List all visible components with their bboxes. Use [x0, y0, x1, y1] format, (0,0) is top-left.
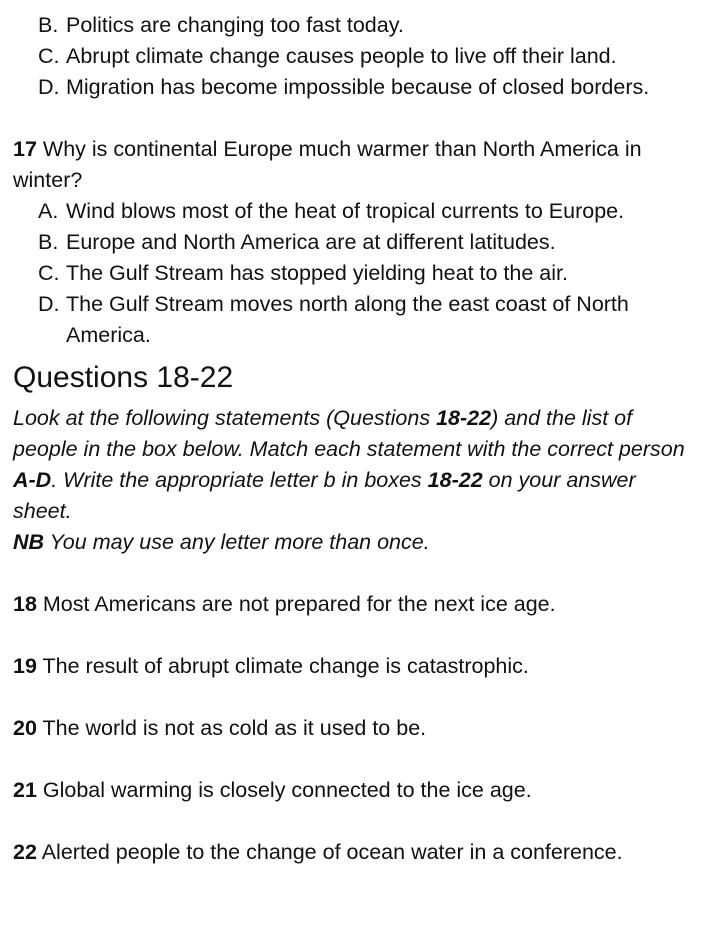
instr-text: ) and the list of people in the box below. Match each statement with the correct person — [13, 406, 685, 461]
statement-19 — [13, 651, 693, 682]
question-17 — [13, 134, 693, 196]
nb-label: NB — [13, 530, 45, 554]
nb-text: You may use any letter more than once. — [44, 530, 430, 554]
q16-option-b — [13, 10, 693, 41]
q17-option-b — [13, 227, 693, 258]
option-letter: D. — [38, 292, 60, 316]
option-letter: D. — [38, 75, 60, 99]
statement-18 — [13, 589, 693, 620]
instr-bold: 18-22 — [427, 468, 483, 492]
option-letter: A. — [38, 199, 59, 223]
q17-option-d — [13, 289, 693, 351]
statement-22 — [13, 837, 693, 868]
option-text: Politics are changing too fast today. — [66, 13, 404, 37]
instr-text: Look at the following statements (Questions — [13, 406, 437, 430]
question-text: Why is continental Europe much warmer than North America in winter? — [13, 137, 642, 192]
statement-text: Alerted people to the change of ocean water in a conference. — [36, 840, 623, 864]
option-letter: B. — [38, 230, 59, 254]
nb-note — [13, 527, 693, 558]
statement-text: Most Americans are not prepared for the next ice age. — [36, 592, 556, 616]
option-text: Abrupt climate change causes people to live off their land. — [66, 44, 617, 68]
section-instructions — [13, 403, 693, 527]
statement-number: 20 — [13, 716, 37, 740]
section-heading: Questions 18-22 — [13, 361, 234, 394]
option-text: The Gulf Stream moves north along the east coast of North America. — [66, 292, 629, 347]
q17-option-c — [13, 258, 693, 289]
option-letter: C. — [38, 44, 60, 68]
q16-option-d — [13, 72, 693, 103]
option-text: The Gulf Stream has stopped yielding heat to the air. — [66, 261, 568, 285]
document-page — [13, 10, 693, 868]
instr-text: on your answer sheet. — [13, 468, 636, 523]
statement-text: The result of abrupt climate change is catastrophic. — [36, 654, 529, 678]
statement-number: 19 — [13, 654, 37, 678]
instr-text: . Write the appropriate letter b in boxes — [51, 468, 428, 492]
q16-option-c — [13, 41, 693, 72]
instr-bold: 18-22 — [436, 406, 492, 430]
statement-20 — [13, 713, 693, 744]
option-text: Wind blows most of the heat of tropical currents to Europe. — [66, 199, 625, 223]
statement-21 — [13, 775, 693, 806]
statement-number: 18 — [13, 592, 37, 616]
option-letter: B. — [38, 13, 59, 37]
q17-option-a — [13, 196, 693, 227]
option-text: Migration has become impossible because of closed borders. — [66, 75, 650, 99]
option-letter: C. — [38, 261, 60, 285]
statement-number: 21 — [13, 778, 37, 802]
statement-number: 22 — [13, 840, 37, 864]
question-number: 17 — [13, 137, 37, 161]
option-text: Europe and North America are at different latitudes. — [66, 230, 556, 254]
q17-options — [13, 196, 693, 351]
instr-bold: A-D — [13, 468, 52, 492]
q16-options — [13, 10, 693, 103]
statement-text: The world is not as cold as it used to be. — [36, 716, 427, 740]
statement-text: Global warming is closely connected to the ice age. — [36, 778, 532, 802]
